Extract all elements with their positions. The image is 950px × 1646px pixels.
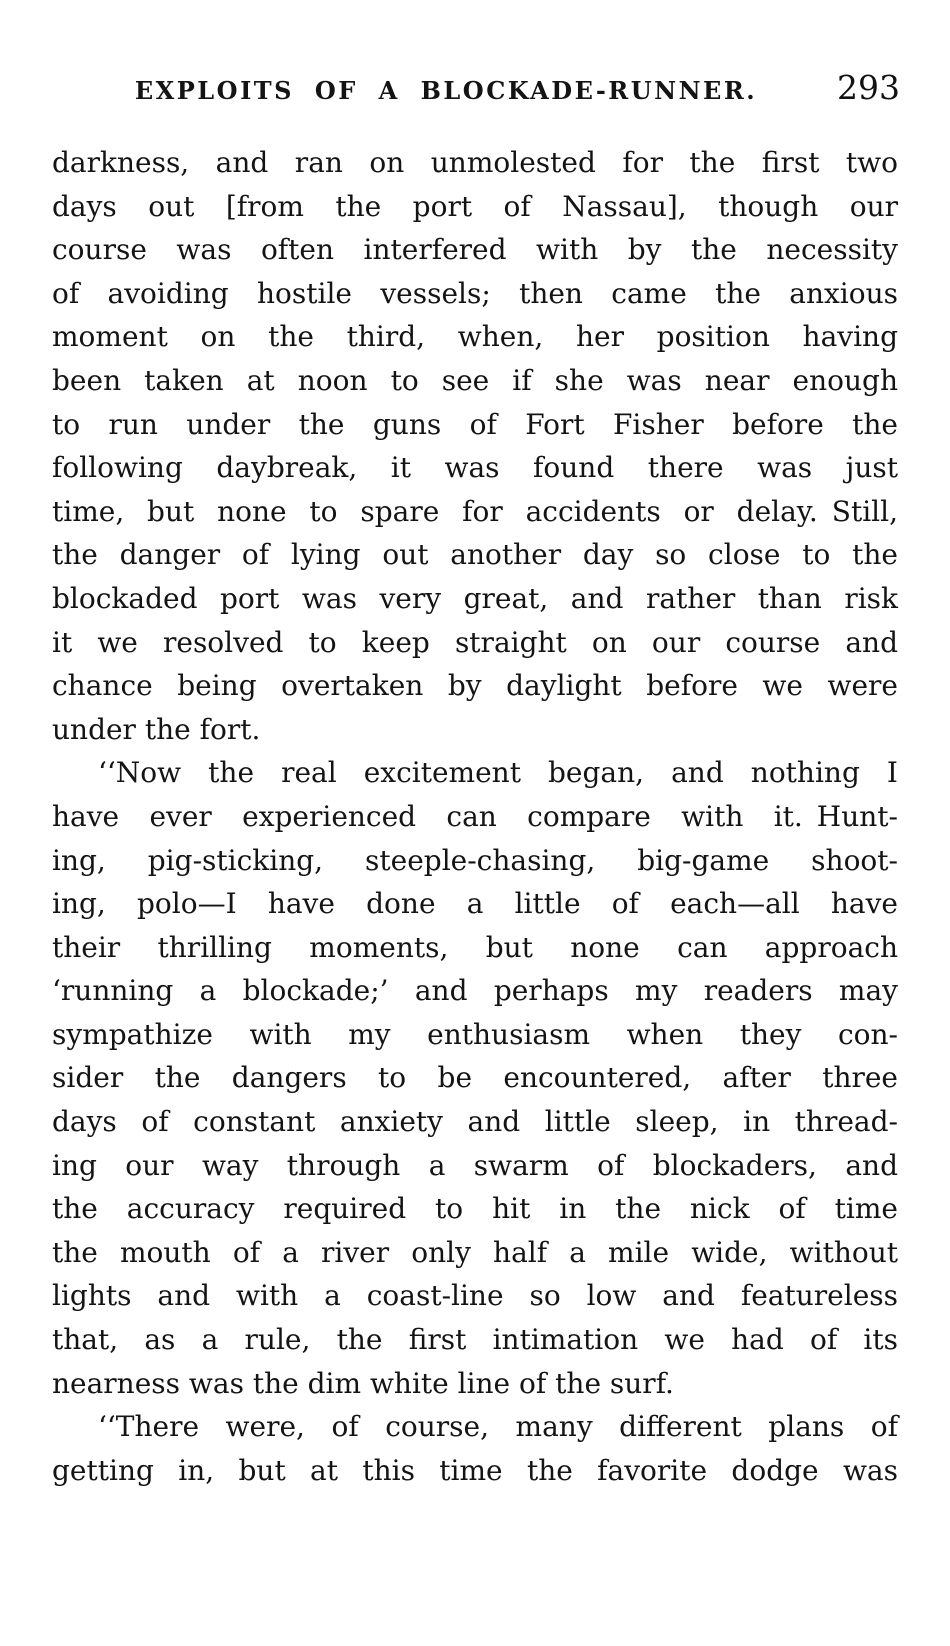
text-line: ‘‘There were, of course, many different plans of [98,1410,898,1444]
page-title: EXPLOITS OF A BLOCKADE-RUNNER. [134,76,758,105]
text-line: moment on the third, when, her position having [52,320,898,354]
text-line: of avoiding hostile vessels; then came the anxious [52,276,898,310]
text-line: chance being overtaken by daylight before we were [52,669,898,703]
text-line: ing, polo—I have done a little of each—all have [52,887,898,921]
text-line: getting in, but at this time the favorite dodge was [52,1453,898,1487]
text-line: darkness, and ran on unmolested for the first two [52,146,898,179]
text-line: ‘‘Now the real excitement began, and nothing I [98,756,898,790]
text-line: sider the dangers to be encountered, after three [52,1061,898,1095]
paragraph [52,141,898,751]
running-header [52,68,900,116]
text-line: under the fort. [52,712,261,746]
text-line: blockaded port was very great, and rather than risk [52,581,898,615]
text-line: the accuracy required to hit in the nick of time [52,1192,898,1226]
text-line: it we resolved to keep straight on our course and [52,625,898,659]
text-line: lights and with a coast-line so low and featureless [52,1279,898,1313]
text-line: days of constant anxiety and little sleep, in thread- [52,1105,898,1139]
text-line: been taken at noon to see if she was near enough [52,363,898,397]
paragraph [52,1405,898,1492]
text-line: have ever experienced can compare with it. Hunt- [52,799,898,833]
text-line: the mouth of a river only half a mile wide, without [52,1235,898,1269]
text-line: to run under the guns of Fort Fisher before the [52,407,898,441]
page-number: 293 [837,68,900,107]
text-line: that, as a rule, the first intimation we had of its [52,1323,898,1357]
text-line: ing, pig-sticking, steeple-chasing, big-game shoot- [52,843,898,877]
text-line: sympathize with my enthusiasm when they con- [52,1017,898,1051]
text-line: course was often interfered with by the necessity [52,233,898,267]
text-line: ‘running a blockade;’ and perhaps my readers may [52,974,898,1008]
paragraph [52,751,898,1405]
body-text [52,141,898,1492]
text-line: nearness was the dim white line of the surf. [52,1366,674,1400]
text-line: following daybreak, it was found there was just [52,451,898,485]
text-line: their thrilling moments, but none can approach [52,930,898,964]
text-line: the danger of lying out another day so close to the [52,538,898,572]
text-line: days out [from the port of Nassau], though our [52,189,898,223]
text-line: time, but none to spare for accidents or delay. Still, [52,494,898,528]
text-line: ing our way through a swarm of blockaders, and [52,1148,898,1182]
